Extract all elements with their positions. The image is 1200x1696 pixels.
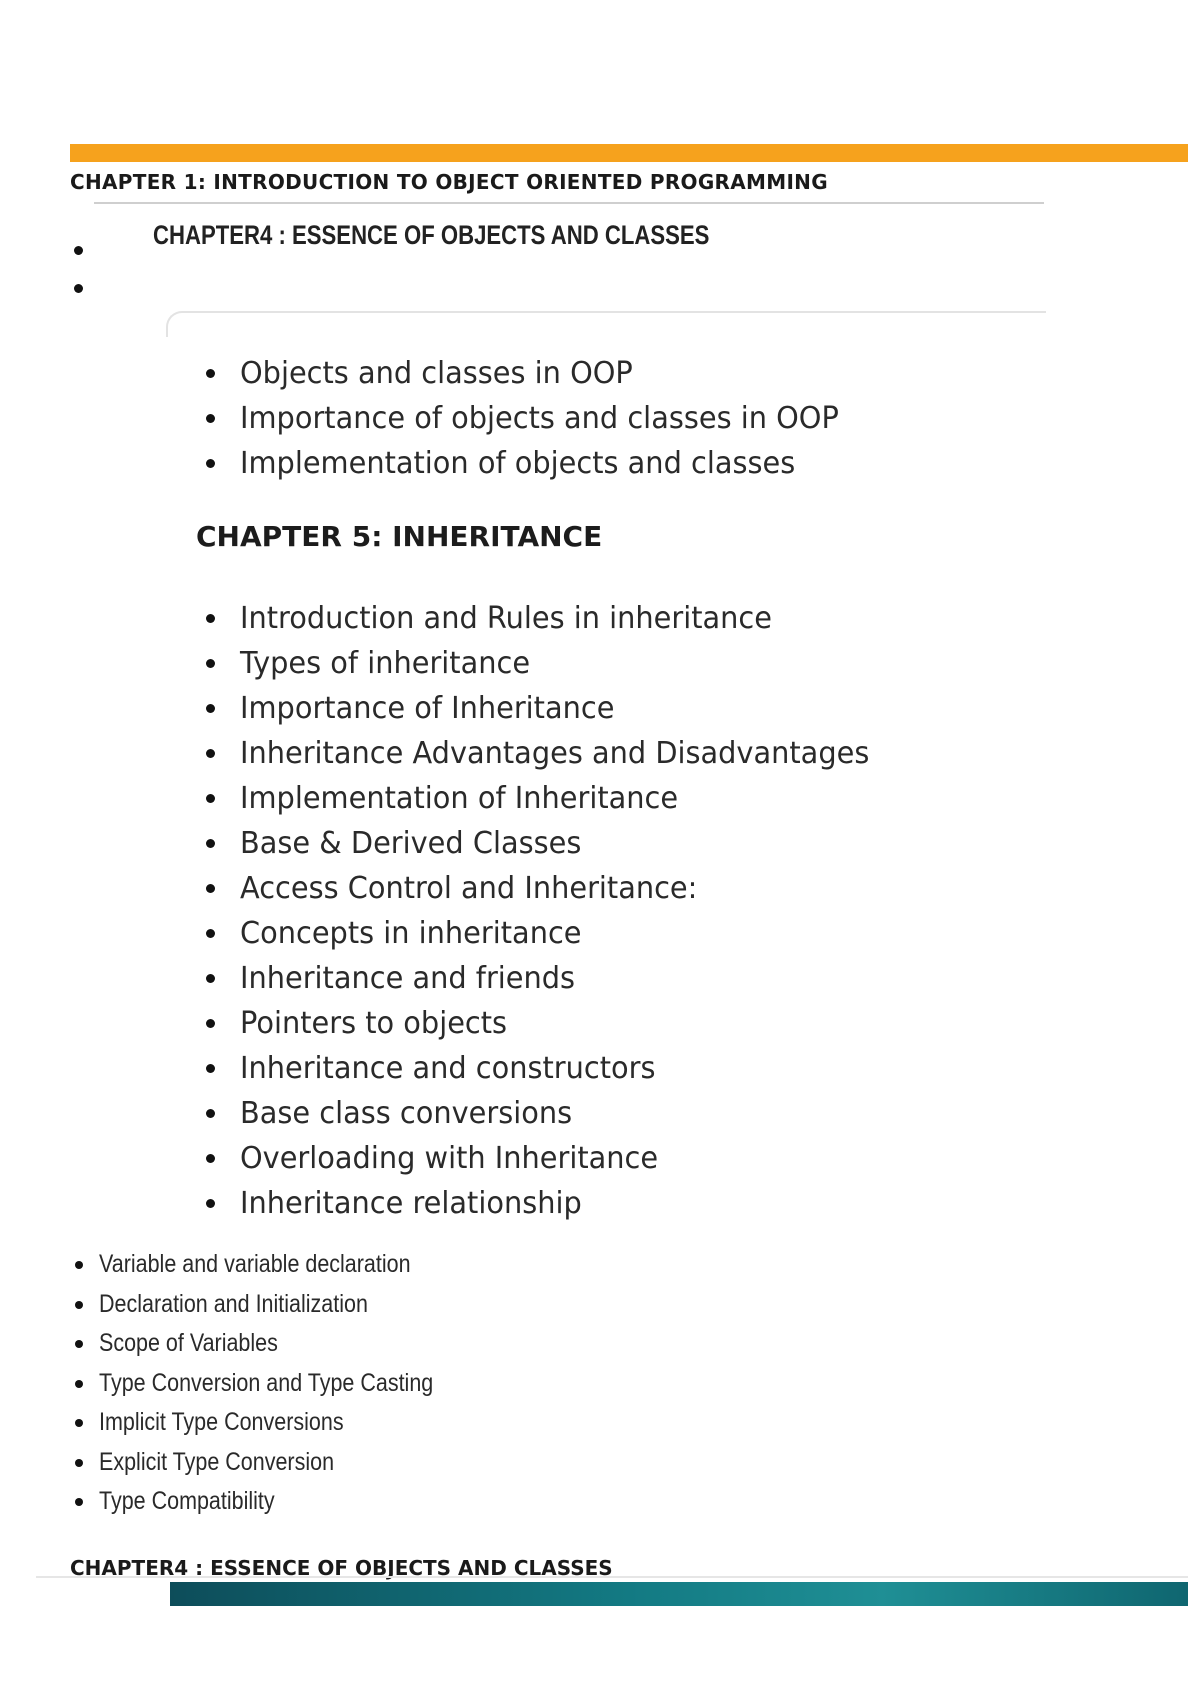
bullet-icon	[206, 929, 215, 938]
bullet-icon	[206, 1019, 215, 1028]
bullet-icon	[75, 1459, 83, 1467]
list-item	[240, 686, 896, 731]
topic-label: Base & Derived Classes	[240, 826, 582, 861]
list-item	[240, 596, 896, 641]
list-item	[240, 776, 896, 821]
list-item	[240, 821, 896, 866]
list-item	[99, 1403, 488, 1443]
list-item	[99, 1324, 488, 1364]
topic-label: Types of inheritance	[240, 646, 531, 681]
topic-label: Type Compatibility	[99, 1487, 275, 1515]
list-item	[240, 1046, 896, 1091]
bullet-icon	[206, 794, 215, 803]
topic-label: Concepts in inheritance	[240, 916, 582, 951]
topic-label: Scope of Variables	[99, 1329, 278, 1357]
topic-label: Explicit Type Conversion	[99, 1447, 335, 1476]
divider-rule	[94, 202, 1044, 204]
bullet-icon	[75, 1498, 83, 1506]
variables-topic-list	[99, 1245, 488, 1522]
bullet-icon	[206, 1064, 215, 1073]
list-item	[240, 396, 864, 441]
list-item	[240, 1181, 896, 1226]
topic-label: Importance of Inheritance	[240, 691, 615, 726]
bullet-icon	[75, 1419, 83, 1427]
bullet-icon	[206, 369, 215, 378]
bullet-icon	[206, 614, 215, 623]
list-item	[240, 911, 896, 956]
topic-label: Introduction and Rules in inheritance	[240, 601, 772, 636]
accent-bar	[70, 144, 1188, 162]
list-item	[240, 956, 896, 1001]
bullet-icon	[75, 1261, 83, 1269]
panel-frame	[166, 311, 1046, 337]
topic-label: Base class conversions	[240, 1096, 573, 1131]
bullet-icon	[206, 1199, 215, 1208]
chapter5-heading: CHAPTER 5: INHERITANCE	[196, 520, 603, 553]
list-item	[240, 641, 896, 686]
list-item	[240, 1001, 896, 1046]
topic-label: Inheritance Advantages and Disadvantages	[240, 736, 870, 771]
topic-label: Implementation of objects and classes	[240, 446, 796, 481]
bullet-icon	[206, 839, 215, 848]
list-item	[240, 351, 864, 396]
bullet-icon	[206, 414, 215, 423]
topic-label: Importance of objects and classes in OOP	[240, 401, 839, 436]
bullet-icon	[206, 749, 215, 758]
footer-bar	[170, 1582, 1188, 1606]
topic-label: Inheritance relationship	[240, 1186, 582, 1221]
bullet-icon	[206, 1154, 215, 1163]
list-item	[240, 441, 864, 486]
bullet-icon	[206, 659, 215, 668]
list-item	[99, 1245, 488, 1285]
bullet-icon	[75, 1301, 83, 1309]
list-item	[99, 1364, 488, 1404]
footer-divider	[36, 1576, 1188, 1578]
topic-label: Type Conversion and Type Casting	[99, 1368, 434, 1397]
list-item	[240, 731, 896, 776]
chapter1-heading: CHAPTER 1: INTRODUCTION TO OBJECT ORIENTED PROGRAMMING	[70, 170, 828, 194]
list-item	[240, 1091, 896, 1136]
topic-label: Overloading with Inheritance	[240, 1141, 659, 1176]
topic-label: Access Control and Inheritance:	[240, 871, 698, 906]
bullet-icon	[75, 1340, 83, 1348]
topic-label: Pointers to objects	[240, 1006, 508, 1041]
bullet-icon	[74, 246, 83, 255]
topic-label: Inheritance and constructors	[240, 1051, 656, 1086]
bullet-icon	[206, 884, 215, 893]
chapter4-topic-list	[240, 351, 864, 486]
topic-label: Implementation of Inheritance	[240, 781, 679, 816]
topic-label: Declaration and Initialization	[99, 1289, 368, 1318]
bullet-icon	[206, 704, 215, 713]
list-item	[99, 1482, 488, 1522]
list-item	[99, 1443, 488, 1483]
bullet-icon	[206, 459, 215, 468]
bullet-icon	[206, 974, 215, 983]
chapter4-footer-heading: CHAPTER4 : ESSENCE OF OBJECTS AND CLASSES	[70, 1556, 613, 1580]
bullet-icon	[75, 1380, 83, 1388]
topic-label: Inheritance and friends	[240, 961, 576, 996]
topic-label: Implicit Type Conversions	[99, 1408, 344, 1436]
list-item	[240, 1136, 896, 1181]
topic-label: Variable and variable declaration	[99, 1250, 411, 1278]
chapter4-heading: CHAPTER4 : ESSENCE OF OBJECTS AND CLASSES	[153, 220, 710, 250]
list-item	[99, 1285, 488, 1325]
bullet-icon	[74, 284, 83, 293]
bullet-icon	[206, 1109, 215, 1118]
topic-label: Objects and classes in OOP	[240, 356, 633, 391]
list-item	[240, 866, 896, 911]
chapter5-topic-list	[240, 596, 896, 1226]
